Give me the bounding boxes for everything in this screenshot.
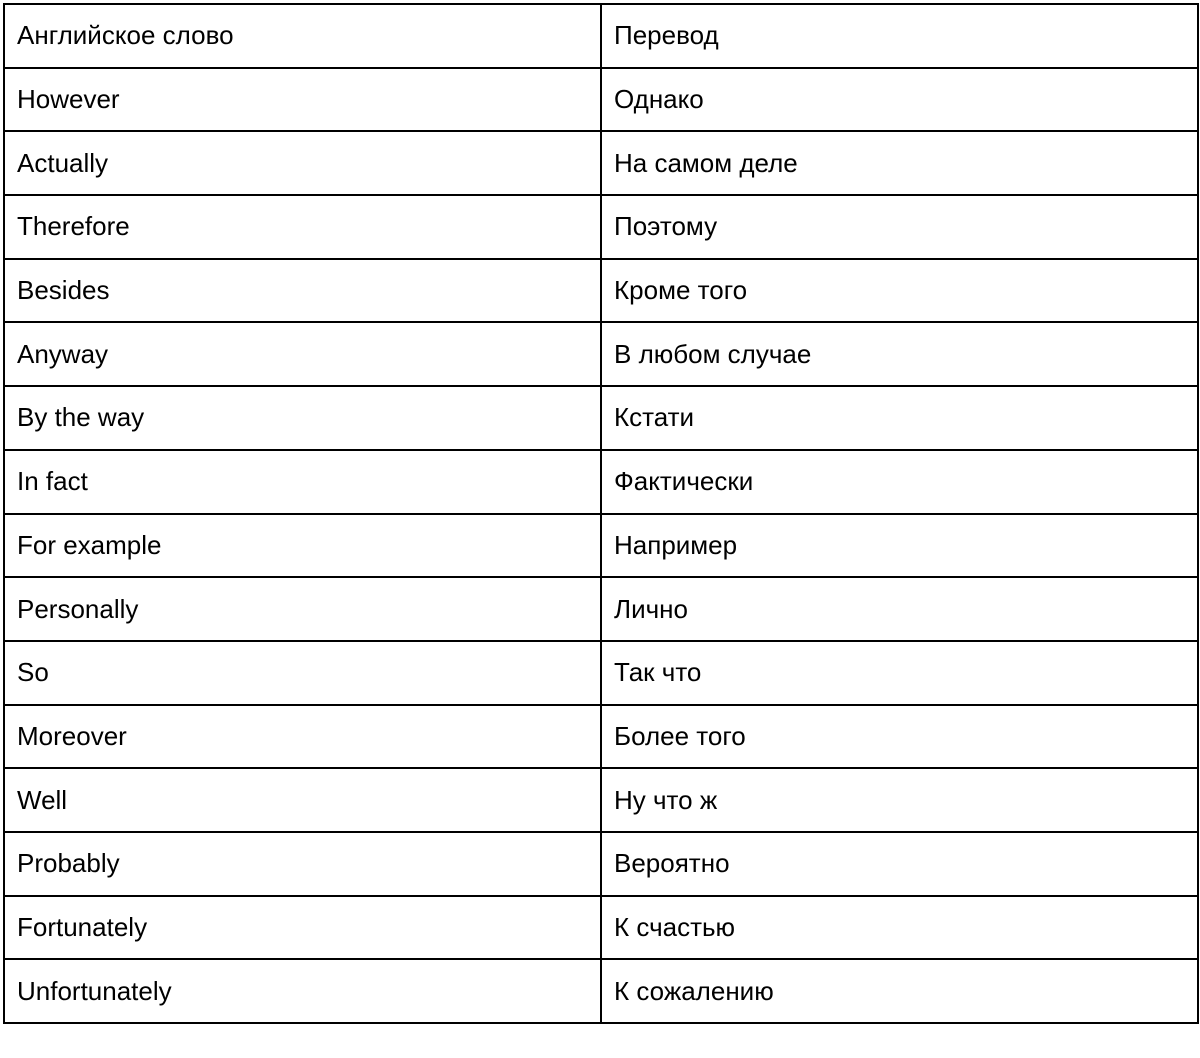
translation-cell: На самом деле	[601, 131, 1198, 195]
translation-cell: Кстати	[601, 386, 1198, 450]
header-english-word: Английское слово	[4, 4, 601, 68]
english-word-cell: Unfortunately	[4, 959, 601, 1023]
table-row	[4, 259, 1198, 323]
translation-cell: Лично	[601, 577, 1198, 641]
translation-cell: Кроме того	[601, 259, 1198, 323]
table-row	[4, 641, 1198, 705]
translation-cell: Например	[601, 514, 1198, 578]
translation-cell: Поэтому	[601, 195, 1198, 259]
english-word-cell: In fact	[4, 450, 601, 514]
translation-cell: Фактически	[601, 450, 1198, 514]
table-row	[4, 896, 1198, 960]
header-translation: Перевод	[601, 4, 1198, 68]
english-word-cell: For example	[4, 514, 601, 578]
english-word-cell: Personally	[4, 577, 601, 641]
vocabulary-table-body	[4, 4, 1198, 1023]
table-row	[4, 832, 1198, 896]
table-row	[4, 514, 1198, 578]
english-word-cell: Anyway	[4, 322, 601, 386]
table-row	[4, 68, 1198, 132]
english-word-cell: However	[4, 68, 601, 132]
english-word-cell: Well	[4, 768, 601, 832]
translation-cell: Вероятно	[601, 832, 1198, 896]
translation-cell: В любом случае	[601, 322, 1198, 386]
table-row	[4, 386, 1198, 450]
table-row	[4, 705, 1198, 769]
translation-cell: Так что	[601, 641, 1198, 705]
english-word-cell: Moreover	[4, 705, 601, 769]
table-row	[4, 195, 1198, 259]
english-word-cell: Actually	[4, 131, 601, 195]
english-word-cell: Therefore	[4, 195, 601, 259]
table-row	[4, 768, 1198, 832]
table-row	[4, 959, 1198, 1023]
vocabulary-table	[3, 3, 1199, 1024]
translation-cell: Более того	[601, 705, 1198, 769]
english-word-cell: Fortunately	[4, 896, 601, 960]
translation-cell: К сожалению	[601, 959, 1198, 1023]
table-row	[4, 322, 1198, 386]
table-row	[4, 577, 1198, 641]
english-word-cell: Probably	[4, 832, 601, 896]
translation-cell: Однако	[601, 68, 1198, 132]
translation-cell: Ну что ж	[601, 768, 1198, 832]
english-word-cell: So	[4, 641, 601, 705]
table-row	[4, 450, 1198, 514]
english-word-cell: Besides	[4, 259, 601, 323]
table-header-row	[4, 4, 1198, 68]
english-word-cell: By the way	[4, 386, 601, 450]
table-row	[4, 131, 1198, 195]
translation-cell: К счастью	[601, 896, 1198, 960]
